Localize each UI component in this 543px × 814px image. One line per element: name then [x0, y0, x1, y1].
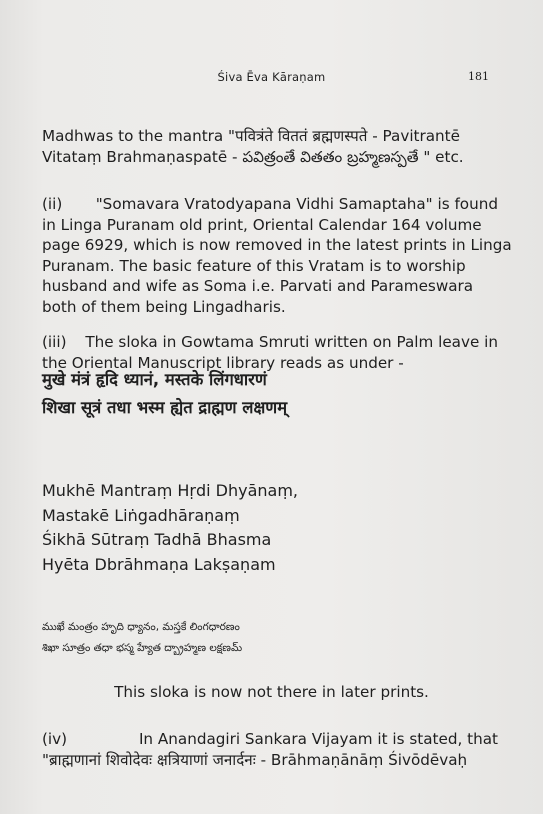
paragraph-label: (iii) — [42, 333, 67, 351]
sloka-line: ముఖే మంత్రం హృది ధ్యానం, మస్తకే లింగధారణం — [42, 621, 240, 633]
sloka-line: Mastakē Liṅgadhāraṇaṃ — [42, 505, 240, 525]
sloka-line: मुखे मंत्रं हृदि ध्यानं, मस्तके लिंगधारणं — [42, 370, 267, 389]
paragraph-iv — [42, 729, 498, 770]
text-line: "Somavara Vratodyapana Vidhi Samaptaha" is found — [95, 195, 498, 213]
sloka-line: శిఖా సూత్రం తధా భస్మ హ్యేత ద్బ్రాహ్మణ లక్షణమ్ — [42, 642, 243, 654]
text-line: Vitataṃ Brahmaṇaspatē - పవిత్రంతే వితతం బ్రహ్మణస్పతే " etc. — [42, 147, 464, 166]
text-line: in Linga Puranam old print, Oriental Calendar 164 volume — [42, 215, 482, 234]
text-line: In Anandagiri Sankara Vijayam it is stated, that — [138, 730, 498, 748]
text-line: "ब्राह्मणानां शिवोदेवः क्षत्रियाणां जनार्दनः - Brāhmaṇānāṃ Śivōdēvaḥ — [42, 750, 468, 769]
sloka-line: Mukhē Mantraṃ Hṛdi Dhyānaṃ, — [42, 481, 299, 500]
sloka-transliteration — [42, 479, 298, 577]
sloka-line: शिखा सूत्रं तधा भस्म ह्येत द्राह्मण लक्षणम् — [42, 398, 288, 417]
paragraph-madhwas — [42, 126, 498, 167]
sloka-line: Hyēta Dbrāhmaṇa Lakṣaṇam — [42, 554, 276, 574]
running-title: Śiva Ēva Kāraṇam — [217, 70, 326, 84]
sloka-line: Śikhā Sūtraṃ Tadhā Bhasma — [42, 530, 272, 549]
paragraph-ii — [42, 194, 512, 317]
text-line: page 6929, which is now removed in the latest prints in Linga — [42, 236, 512, 254]
paragraph-label: (ii) — [42, 195, 63, 213]
paragraph-label: (iv) — [42, 730, 68, 748]
sloka-devanagari — [42, 366, 287, 422]
sloka-telugu — [42, 617, 242, 659]
text-line: both of them being Lingadharis. — [42, 297, 286, 316]
note-line: This sloka is now not there in later prints. — [114, 683, 429, 701]
page-number: 181 — [468, 70, 489, 83]
text-line: Madhwas to the mantra "पवित्रंते विततं ब्रह्मणस्पते - Pavitrantē — [42, 127, 460, 145]
text-line: Puranam. The basic feature of this Vratam is to worship — [42, 256, 466, 275]
text-line: the Oriental Manuscript library reads as under - — [42, 353, 404, 372]
text-line: The sloka in Gowtama Smruti written on Palm leave in — [85, 333, 498, 351]
text-line: husband and wife as Soma i.e. Parvati and Parameswara — [42, 277, 474, 295]
running-header — [0, 70, 543, 86]
